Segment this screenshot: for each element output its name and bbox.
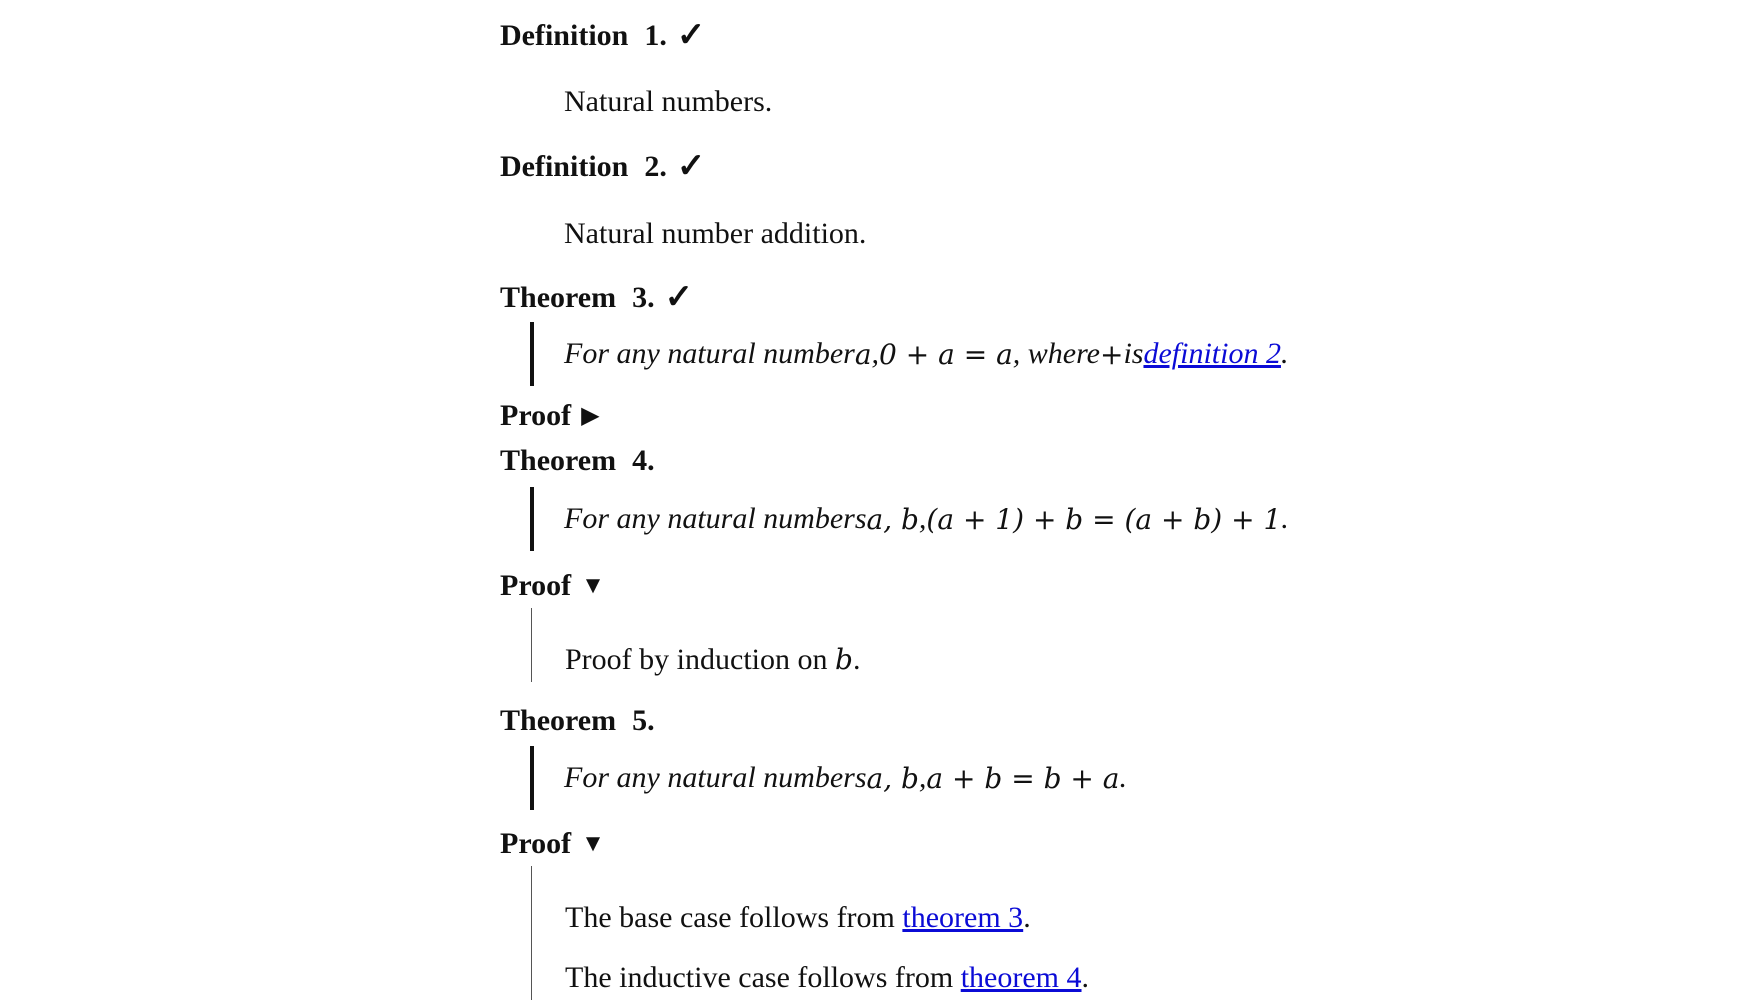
theorem-5-proof-toggle[interactable] xyxy=(500,826,605,862)
theorem-4-statement xyxy=(530,487,1289,551)
definition-number: 1. xyxy=(644,19,667,52)
theorem-5-proof-body xyxy=(531,866,1090,1000)
proof-text: . xyxy=(852,643,861,676)
statement-text: , xyxy=(918,761,927,794)
theorem-kind: Theorem xyxy=(500,704,617,737)
theorem-3-proof-toggle[interactable] xyxy=(500,398,600,434)
proof-text: . xyxy=(1081,961,1090,994)
proof-text: Proof by induction on xyxy=(565,643,835,676)
theorem-kind: Theorem xyxy=(500,281,617,314)
proof-label: Proof xyxy=(500,827,572,860)
theorem-number: 4. xyxy=(632,444,655,477)
statement-text: , where xyxy=(1012,337,1100,370)
statement-text: , xyxy=(918,502,927,535)
triangle-right-icon: ▶ xyxy=(581,403,600,429)
triangle-down-icon: ▼ xyxy=(581,831,605,857)
definition-kind: Definition xyxy=(500,150,629,183)
proof-label: Proof xyxy=(500,399,572,432)
theorem-5-heading xyxy=(500,703,665,739)
math-variable: a xyxy=(854,337,872,371)
theorem-3-heading xyxy=(500,280,693,316)
math-equation: (a + 1) + b = (a + b) + 1 xyxy=(926,502,1282,536)
statement-text: For any natural numbers xyxy=(564,761,867,794)
math-variables: a, b xyxy=(866,761,919,795)
proof-label: Proof xyxy=(500,569,572,602)
theorem-3-link[interactable]: theorem 3 xyxy=(902,901,1024,934)
proof-text: The base case follows from xyxy=(565,901,903,934)
definition-1-heading xyxy=(500,18,705,54)
check-icon: ✓ xyxy=(676,17,706,54)
definition-2-body: Natural number addition. xyxy=(564,217,867,250)
math-operator: + xyxy=(1099,337,1124,371)
triangle-down-icon: ▼ xyxy=(581,573,605,599)
definition-number: 2. xyxy=(644,150,667,183)
statement-text: . xyxy=(1281,502,1289,535)
theorem-number: 3. xyxy=(632,281,655,314)
theorem-4-proof-body xyxy=(531,608,861,682)
proof-paragraph xyxy=(565,960,1089,996)
proof-text: The inductive case follows from xyxy=(565,961,961,994)
statement-text: For any natural numbers xyxy=(564,502,867,535)
theorem-kind: Theorem xyxy=(500,444,617,477)
proof-paragraph xyxy=(565,900,1031,936)
definition-2-heading xyxy=(500,149,705,185)
statement-text: For any natural number xyxy=(564,337,855,370)
theorem-4-link[interactable]: theorem 4 xyxy=(960,961,1082,994)
check-icon: ✓ xyxy=(676,148,706,185)
proof-text: . xyxy=(1023,901,1031,934)
math-equation: 0 + a = a xyxy=(879,337,1013,371)
theorem-number: 5. xyxy=(632,704,655,737)
statement-text: , xyxy=(871,337,880,370)
math-equation: a + b = b + a xyxy=(926,761,1120,795)
definition-kind: Definition xyxy=(500,19,629,52)
statement-text: is xyxy=(1123,337,1144,370)
check-icon: ✓ xyxy=(664,279,694,316)
definition-1-body: Natural numbers. xyxy=(564,85,773,118)
theorem-4-heading xyxy=(500,443,665,479)
theorem-5-statement xyxy=(530,746,1127,810)
proof-paragraph xyxy=(565,642,860,678)
theorem-3-statement xyxy=(530,322,1288,386)
theorem-4-proof-toggle[interactable] xyxy=(500,568,605,604)
definition-2-link[interactable]: definition 2 xyxy=(1143,337,1281,370)
statement-text: . xyxy=(1280,337,1289,370)
math-variable: b xyxy=(835,643,853,676)
statement-text: . xyxy=(1119,761,1127,794)
math-variables: a, b xyxy=(866,502,919,536)
